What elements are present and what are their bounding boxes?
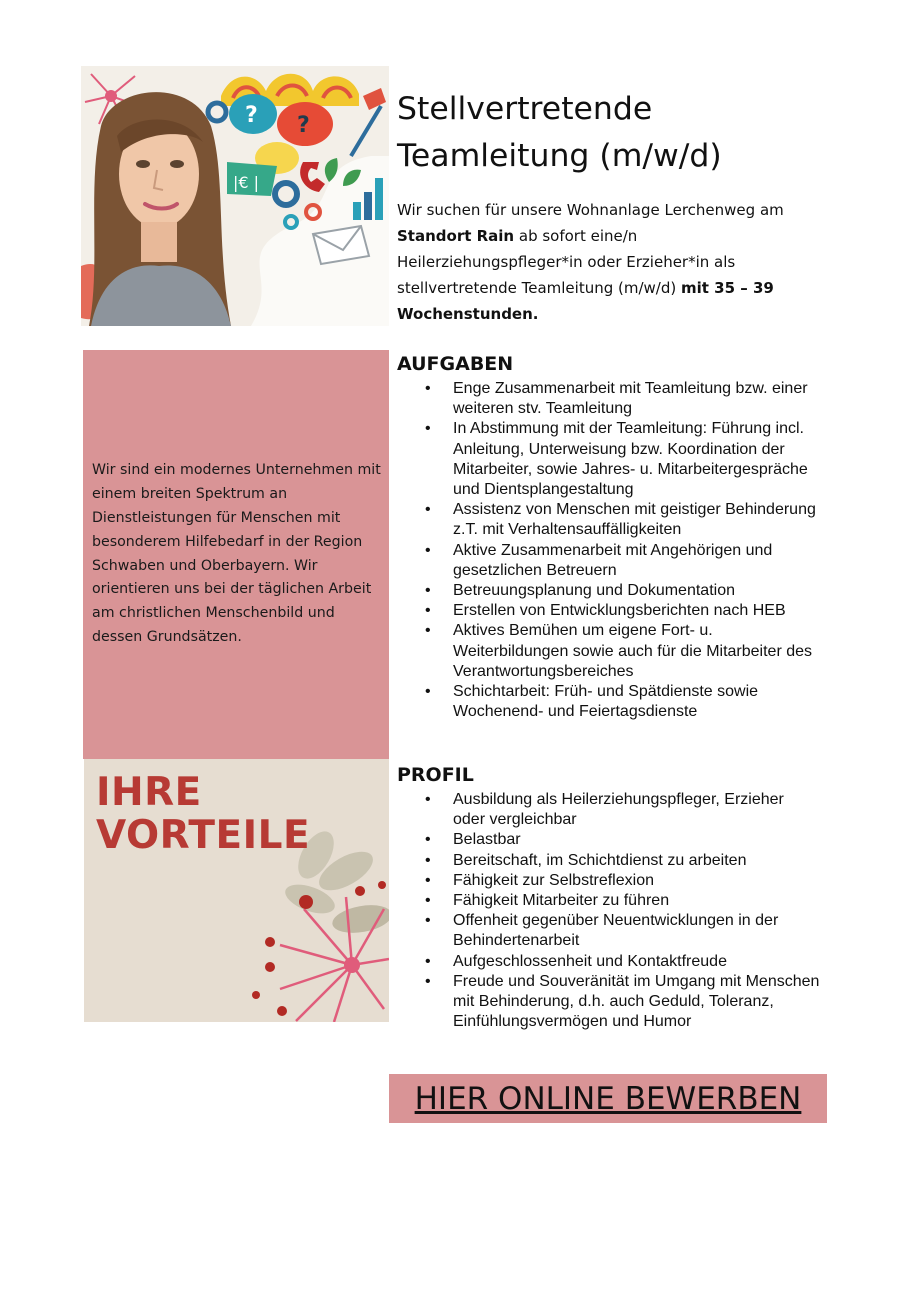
hero-image	[81, 66, 389, 326]
aufgaben-item-text: Schichtarbeit: Früh- und Spätdienste sowie Wochenend- und Feiertagsdienste	[453, 683, 759, 721]
aufgaben-item	[425, 682, 820, 722]
profil-item-text: Ausbildung als Heilerziehungspfleger, Erzieher oder vergleichbar	[453, 791, 784, 829]
intro-text	[397, 197, 817, 327]
profil-item-text: Aufgeschlossenheit und Kontaktfreude	[453, 952, 727, 970]
aufgaben-item	[425, 379, 820, 419]
profil-item-text: Belastbar	[453, 831, 521, 849]
aufgaben-item-text: Assistenz von Menschen mit geistiger Behinderung z.T. mit Verhaltensauffälligkeiten	[453, 501, 816, 539]
aufgaben-item-text: Aktives Bemühen um eigene Fort- u. Weiterbildungen sowie auch für die Mitarbeiter des Verantwortungsbereiches	[453, 622, 813, 680]
profil-item	[425, 851, 820, 871]
aufgaben-heading: AUFGABEN	[397, 353, 514, 375]
bullet-icon: •	[425, 602, 431, 620]
vorteile-image	[84, 759, 389, 1022]
bullet-icon: •	[425, 972, 431, 990]
aufgaben-item	[425, 500, 820, 540]
aufgaben-item-text: Aktive Zusammenarbeit mit Angehörigen und gesetzlichen Betreuern	[453, 541, 773, 579]
profil-item-text: Fähigkeit zur Selbstreflexion	[453, 871, 654, 889]
profil-item	[425, 891, 820, 911]
profil-item	[425, 830, 820, 850]
svg-text:?: ?	[297, 113, 310, 138]
aufgaben-item	[425, 621, 820, 682]
profil-heading: PROFIL	[397, 764, 474, 786]
job-title-line1: Stellvertretende	[397, 91, 653, 127]
bullet-icon: •	[425, 683, 431, 701]
bullet-icon: •	[425, 952, 431, 970]
vorteile-line2: VORTEILE	[96, 813, 311, 858]
profil-item-text: Offenheit gegenüber Neuentwicklungen in der Behindertenarbeit	[453, 912, 779, 950]
aufgaben-item-text: In Abstimmung mit der Teamleitung: Führung incl. Anleitung, Unterweisung bzw. Koordination der Mitarbeiter, sowie Jahres- u. Mitarbeitergespräche und Dientsplangestaltung	[453, 420, 808, 499]
intro-part1: Wir suchen für unsere Wohnanlage Lerchenweg am	[397, 201, 784, 219]
hero-illustration	[81, 66, 389, 326]
bullet-icon: •	[425, 541, 431, 559]
profil-item	[425, 972, 820, 1033]
bullet-icon: •	[425, 582, 431, 600]
aufgaben-item	[425, 419, 820, 500]
job-title-line2: Teamleitung (m/w/d)	[397, 138, 722, 174]
bullet-icon: •	[425, 501, 431, 519]
intro-part2: ab sofort eine/n Heilerziehungspfleger*in oder Erzieher*in als stellvertretende Teamleitung (m/w/d)	[397, 227, 736, 297]
bullet-icon: •	[425, 831, 431, 849]
aufgaben-item	[425, 601, 820, 621]
apply-online-button[interactable]	[389, 1074, 827, 1123]
profil-item-text: Freude und Souveränität im Umgang mit Menschen mit Behinderung, d.h. auch Geduld, Toleranz, Einfühlungsvermögen und Humor	[453, 972, 820, 1031]
profil-item-text: Bereitschaft, im Schichtdienst zu arbeiten	[453, 851, 747, 869]
bullet-icon: •	[425, 851, 431, 869]
aufgaben-item-text: Erstellen von Entwicklungsberichten nach HEB	[453, 602, 786, 620]
bullet-icon: •	[425, 892, 431, 910]
aufgaben-item	[425, 541, 820, 581]
vorteile-line1: IHRE	[96, 770, 202, 815]
about-panel	[83, 350, 389, 759]
aufgaben-item	[425, 581, 820, 601]
apply-online-label[interactable]: HIER ONLINE BEWERBEN	[414, 1080, 802, 1117]
profil-item	[425, 790, 820, 830]
profil-item	[425, 871, 820, 891]
vorteile-heading	[96, 771, 310, 857]
aufgaben-item-text: Enge Zusammenarbeit mit Teamleitung bzw. einer weiteren stv. Teamleitung	[453, 380, 808, 418]
bullet-icon: •	[425, 871, 431, 889]
profil-list	[425, 790, 820, 1032]
aufgaben-list	[425, 379, 820, 722]
profil-item	[425, 911, 820, 951]
bullet-icon: •	[425, 420, 431, 438]
profil-item-text: Fähigkeit Mitarbeiter zu führen	[453, 892, 670, 910]
bullet-icon: •	[425, 912, 431, 930]
about-text: Wir sind ein modernes Unternehmen mit einem breiten Spektrum an Dienstleistungen für Menschen mit besonderem Hilfebedarf in der Region Schwaben und Oberbayern. Wir orientieren uns bei der täglichen Arbeit am christlichen Menschenbild und dessen Grundsätzen.	[92, 462, 381, 645]
intro-hours: mit 35 – 39 Wochenstunden.	[397, 279, 774, 323]
profil-item	[425, 952, 820, 972]
bullet-icon: •	[425, 380, 431, 397]
svg-text:|€ |: |€ |	[233, 173, 260, 192]
job-title	[397, 86, 857, 180]
intro-location: Standort Rain	[397, 227, 515, 245]
bullet-icon: •	[425, 622, 431, 640]
bullet-icon: •	[425, 791, 431, 808]
aufgaben-item-text: Betreuungsplanung und Dokumentation	[453, 582, 735, 600]
svg-text:?: ?	[245, 103, 258, 128]
